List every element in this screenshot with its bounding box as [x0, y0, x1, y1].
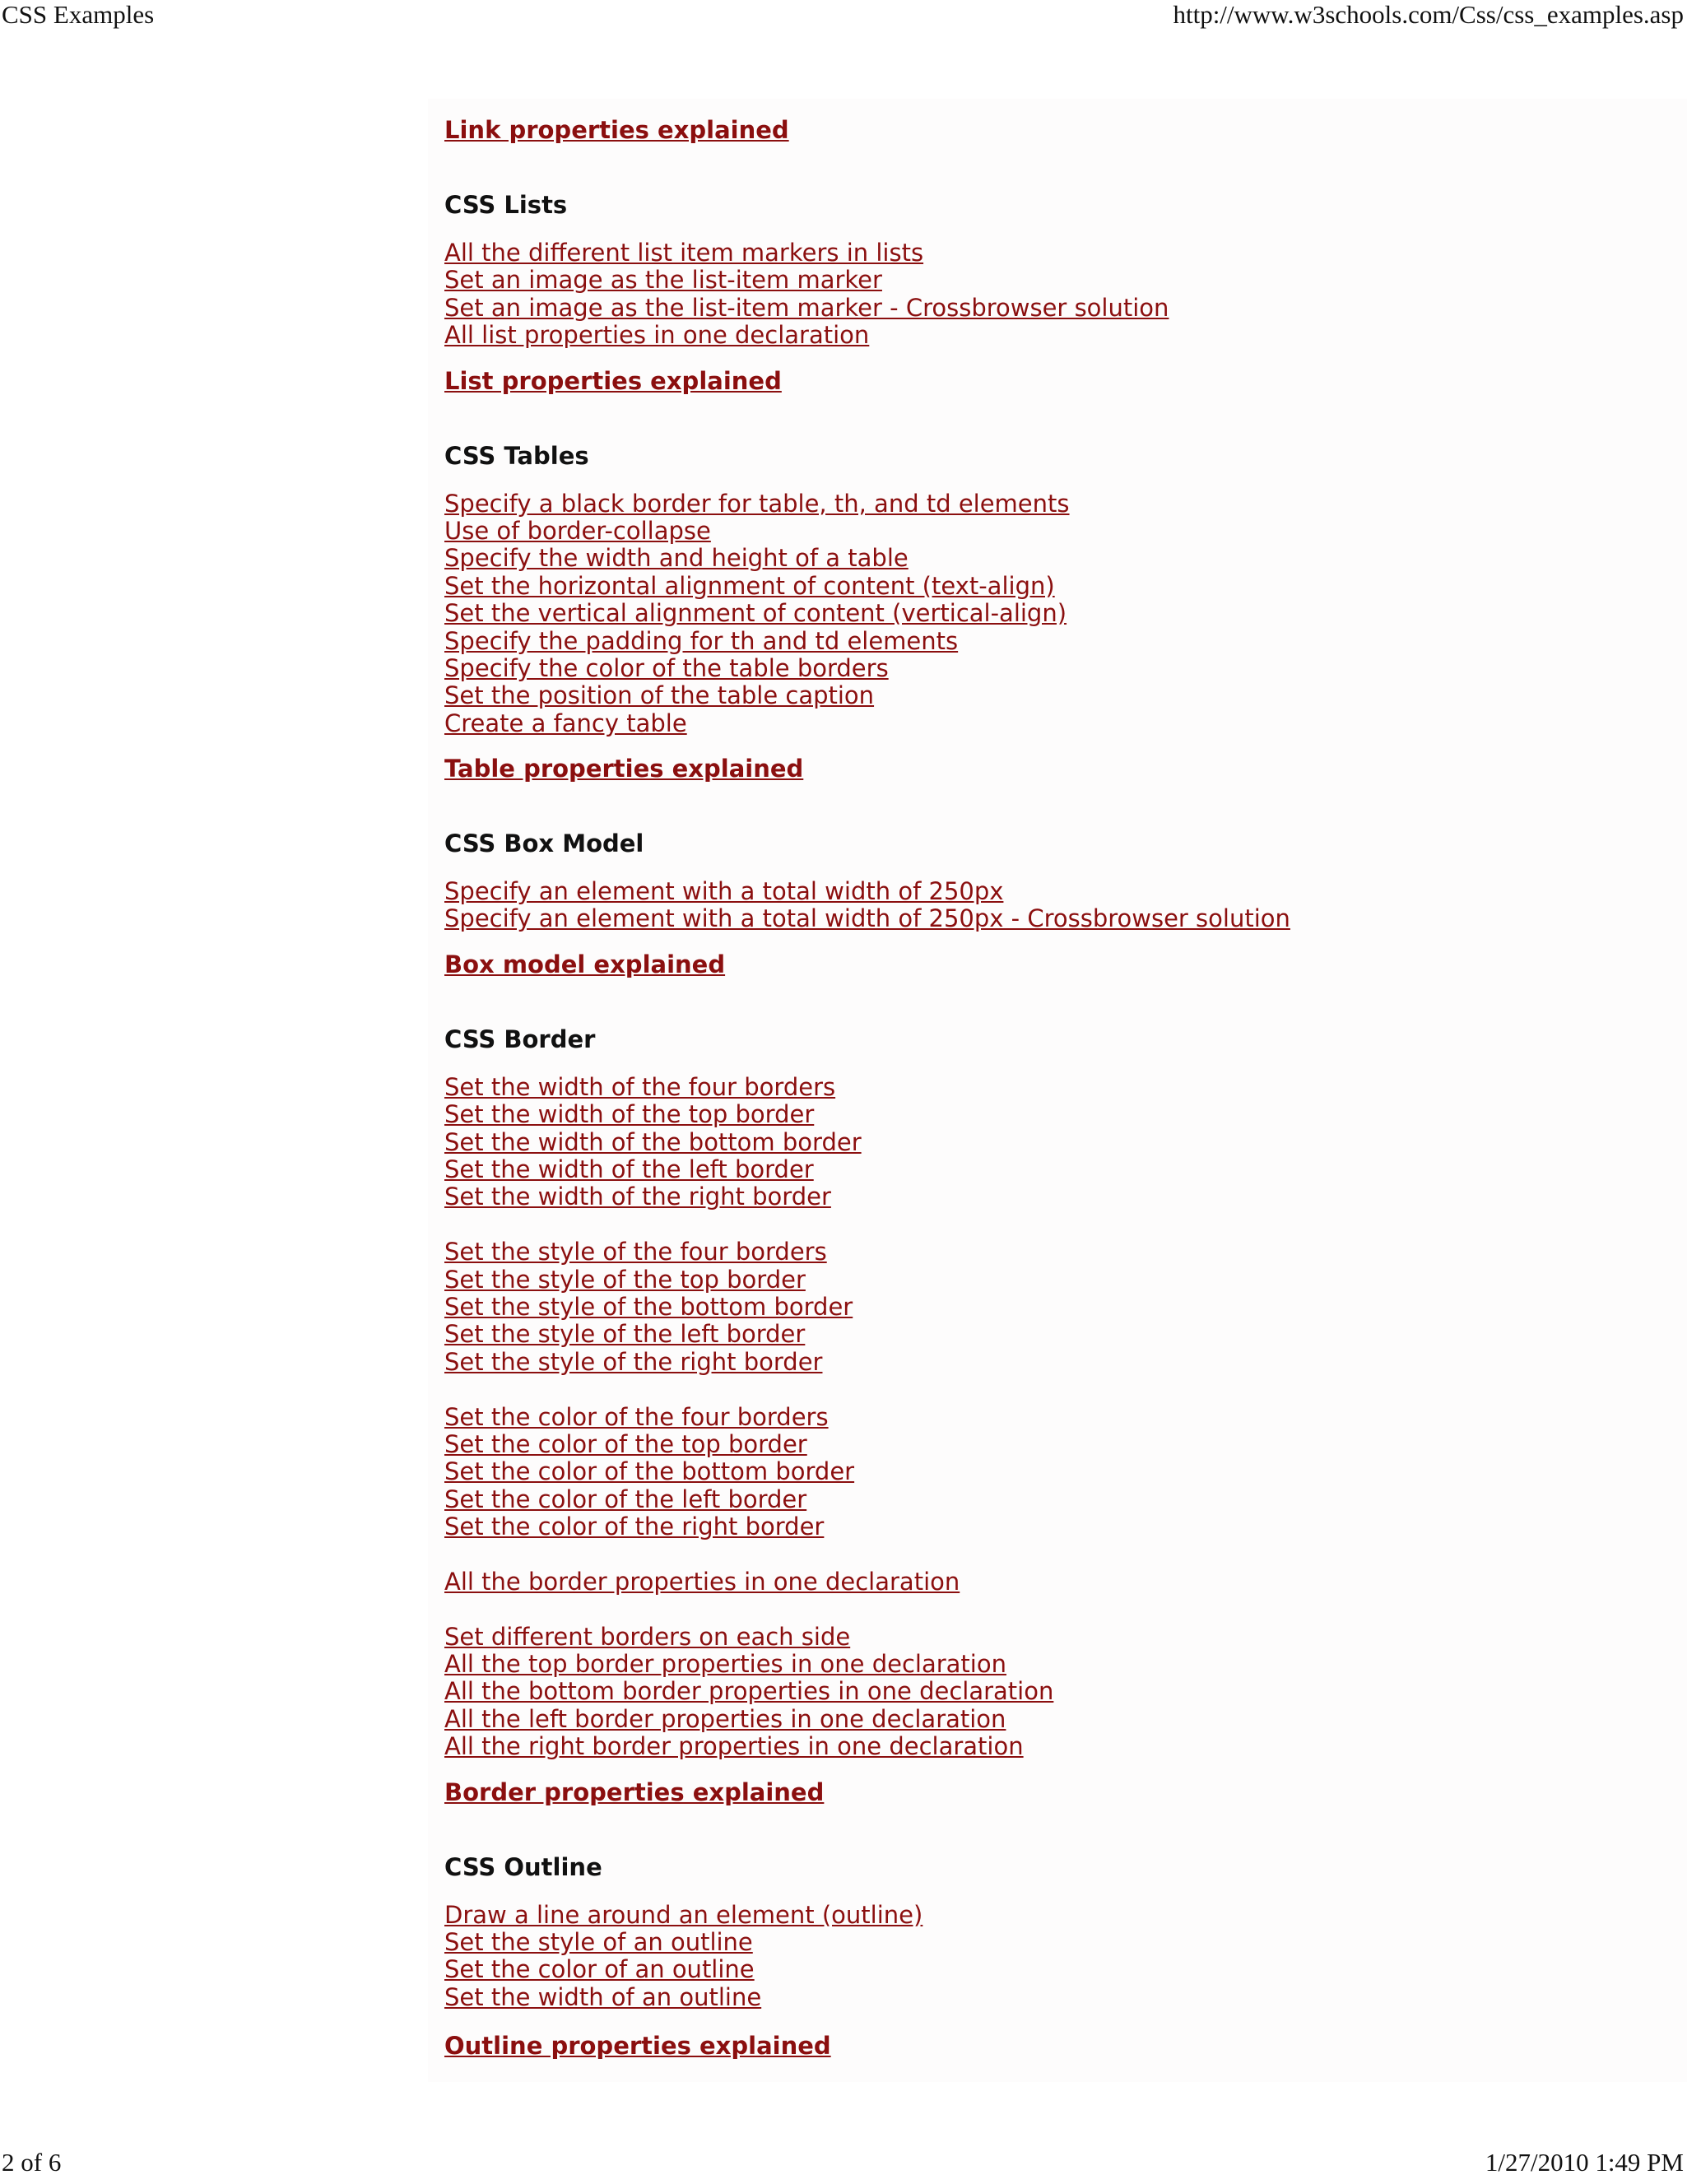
example-link[interactable]: Set the width of the right border — [444, 1183, 831, 1211]
example-link[interactable]: Use of border-collapse — [444, 516, 711, 545]
example-link[interactable]: Specify the width and height of a table — [444, 544, 909, 573]
example-link[interactable]: Set the width of the top border — [444, 1100, 815, 1129]
link-group-gap — [444, 1541, 1662, 1568]
example-link[interactable]: All the different list item markers in lists — [444, 239, 924, 267]
example-link[interactable]: Set the style of the four borders — [444, 1238, 827, 1266]
example-link[interactable]: All the top border properties in one declaration — [444, 1650, 1006, 1679]
example-link[interactable]: Set the color of the left border — [444, 1485, 807, 1513]
example-link[interactable]: Set the style of the bottom border — [444, 1292, 853, 1321]
example-link[interactable]: Set the style of the left border — [444, 1320, 806, 1349]
example-link[interactable]: Set the horizontal alignment of content (text-align) — [444, 571, 1055, 600]
section-title-outline: CSS Outline — [444, 1852, 602, 1881]
example-link[interactable]: All the right border properties in one declaration — [444, 1732, 1024, 1761]
link-group-gap — [444, 1211, 1662, 1238]
example-link[interactable]: Specify an element with a total width of 250px — [444, 877, 1004, 906]
lists-link-list — [444, 239, 1662, 350]
example-link[interactable]: Set the color of the right border — [444, 1513, 825, 1541]
example-link[interactable]: Set the position of the table caption — [444, 681, 875, 710]
example-link[interactable]: Set the color of the four borders — [444, 1402, 829, 1431]
example-link[interactable]: Set the color of an outline — [444, 1955, 755, 1984]
example-link[interactable]: Set an image as the list-item marker — [444, 266, 882, 295]
example-link[interactable]: Create a fancy table — [444, 709, 687, 737]
section-title-tables: CSS Tables — [444, 441, 589, 470]
outline-link-list — [444, 1902, 1662, 2012]
print-page-url: http://www.w3schools.com/Css/css_examples.asp — [1173, 0, 1684, 29]
link-properties-explained-link[interactable]: Link properties explained — [444, 116, 789, 144]
example-link[interactable]: Draw a line around an element (outline) — [444, 1900, 923, 1929]
example-link[interactable]: Set the width of the four borders — [444, 1072, 836, 1101]
table-properties-explained-link[interactable]: Table properties explained — [444, 755, 804, 783]
border-properties-explained-link[interactable]: Border properties explained — [444, 1777, 825, 1806]
example-link[interactable]: All the border properties in one declaration — [444, 1567, 960, 1596]
print-page-title: CSS Examples — [2, 0, 155, 29]
outline-properties-explained-link-cut[interactable]: Outline properties explained — [444, 2032, 831, 2061]
example-link[interactable]: Specify the color of the table borders — [444, 653, 889, 682]
example-link[interactable]: Specify an element with a total width of 250px - Crossbrowser solution — [444, 904, 1290, 933]
box-model-link-list — [444, 878, 1662, 933]
print-header — [0, 0, 1685, 36]
example-link[interactable]: Set the color of the top border — [444, 1429, 807, 1458]
example-link[interactable]: All list properties in one declaration — [444, 321, 870, 350]
list-properties-explained-link[interactable]: List properties explained — [444, 366, 782, 395]
section-title-border: CSS Border — [444, 1025, 596, 1053]
example-link[interactable]: All the bottom border properties in one declaration — [444, 1677, 1054, 1706]
print-footer — [0, 2148, 1685, 2184]
example-link[interactable]: Set the width of the left border — [444, 1155, 814, 1184]
section-title-lists: CSS Lists — [444, 191, 568, 219]
example-link[interactable]: Specify a black border for table, th, and td elements — [444, 489, 1070, 518]
example-link[interactable]: Set the width of the bottom border — [444, 1127, 862, 1156]
example-link[interactable]: Specify the padding for th and td elements — [444, 626, 959, 655]
examples-column — [444, 99, 1662, 2061]
print-page-number: 2 of 6 — [2, 2148, 62, 2177]
tables-link-list — [444, 490, 1662, 738]
example-link[interactable]: Set the style of an outline — [444, 1928, 753, 1957]
page-content — [428, 99, 1687, 2082]
example-link[interactable]: Set the style of the right border — [444, 1347, 823, 1376]
link-group-gap — [444, 1376, 1662, 1403]
example-link[interactable]: Set the width of an outline — [444, 1982, 762, 2011]
link-group-gap — [444, 1596, 1662, 1623]
example-link[interactable]: Set the color of the bottom border — [444, 1457, 855, 1486]
example-link[interactable]: Set an image as the list-item marker - Crossbrowser solution — [444, 293, 1169, 322]
print-datetime: 1/27/2010 1:49 PM — [1485, 2148, 1684, 2177]
border-link-list — [444, 1074, 1662, 1761]
example-link[interactable]: All the left border properties in one declaration — [444, 1704, 1006, 1733]
example-link[interactable]: Set the vertical alignment of content (vertical-align) — [444, 599, 1067, 628]
example-link[interactable]: Set the style of the top border — [444, 1265, 806, 1294]
example-link[interactable]: Set different borders on each side — [444, 1622, 851, 1651]
box-model-explained-link[interactable]: Box model explained — [444, 950, 726, 978]
section-title-box-model: CSS Box Model — [444, 829, 644, 858]
